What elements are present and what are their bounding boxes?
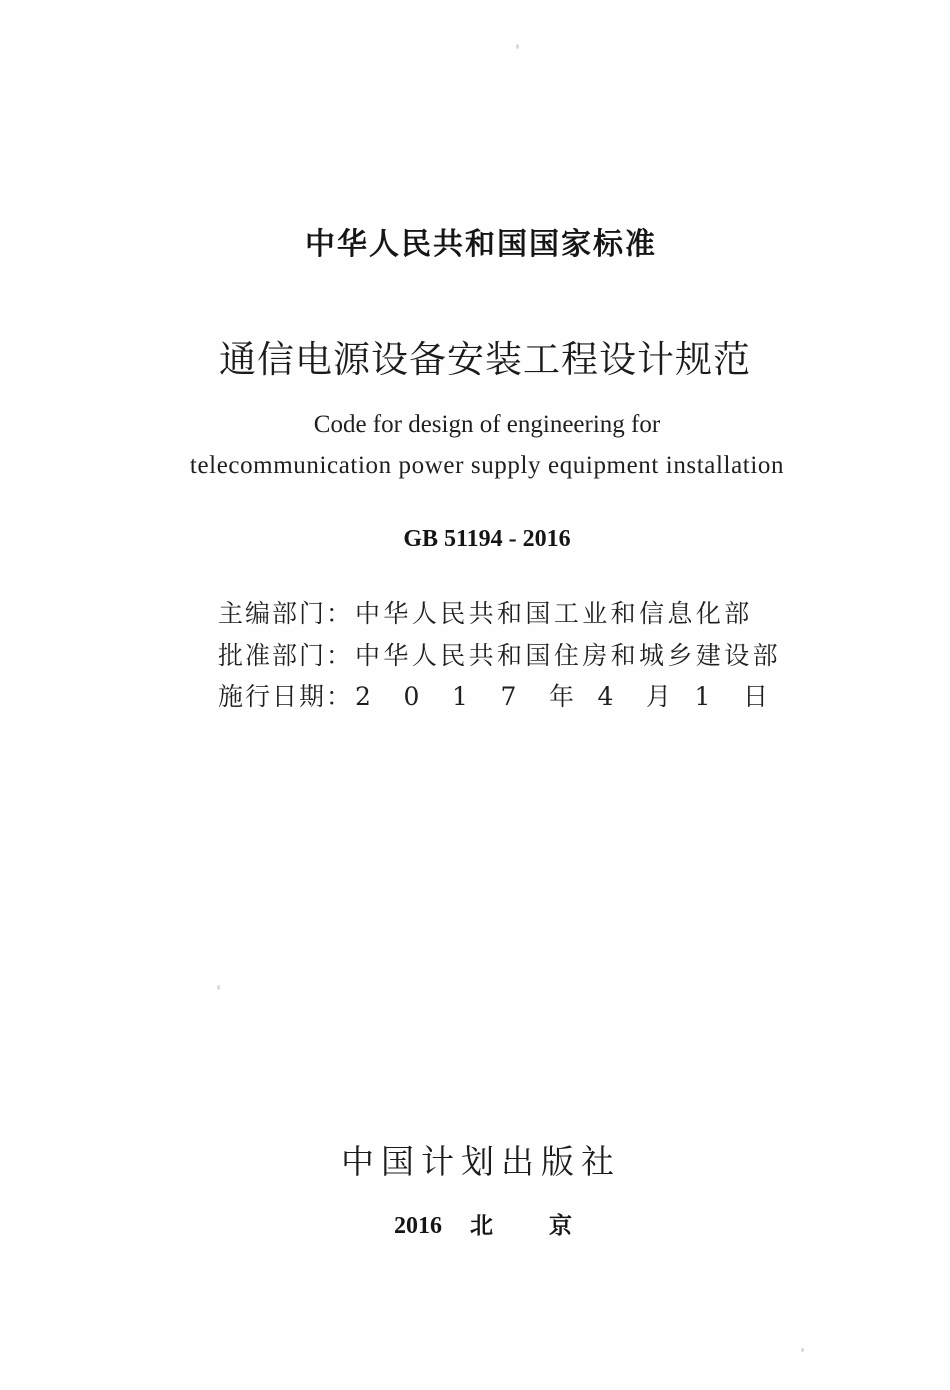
- info-colon: ：: [326, 682, 352, 711]
- date-part: 7: [500, 682, 517, 711]
- scan-speck: [801, 1348, 804, 1352]
- document-title-chinese: 通信电源设备安装工程设计规范: [219, 338, 751, 381]
- imprint-year: 2016: [394, 1213, 442, 1239]
- date-part: 日: [743, 682, 769, 711]
- date-part: 月: [646, 682, 672, 711]
- effective-date-value: [355, 677, 768, 713]
- date-part: 4: [597, 682, 614, 711]
- date-part: 2: [355, 682, 371, 711]
- info-row-approving-department: [218, 636, 781, 672]
- info-colon: ：: [326, 641, 352, 670]
- imprint-city-part-1: 北: [470, 1213, 493, 1239]
- standard-code: GB 51194 - 2016: [403, 526, 571, 552]
- info-label: 主编部门: [218, 599, 327, 628]
- imprint-city-part-2: 京: [549, 1213, 572, 1239]
- scan-speck: [217, 985, 220, 990]
- info-label: 施行日期: [218, 682, 327, 711]
- info-value: 中华人民共和国住房和城乡建设部: [355, 641, 782, 670]
- info-label: 批准部门: [218, 641, 327, 670]
- document-title-english-line-2: telecommunication power supply equipment installation: [189, 452, 785, 479]
- info-colon: ：: [326, 599, 352, 628]
- date-part: 0: [403, 682, 420, 711]
- info-value: 中华人民共和国工业和信息化部: [355, 599, 753, 628]
- publisher-name: 中国计划出版社: [341, 1142, 621, 1181]
- scan-speck: [516, 44, 519, 49]
- standard-series-title: 中华人民共和国国家标准: [305, 227, 657, 262]
- info-row-chief-editor: [218, 594, 753, 630]
- date-part: 1: [452, 682, 468, 711]
- info-row-effective-date: [218, 677, 768, 713]
- date-part: 年: [549, 682, 575, 711]
- imprint: [394, 1207, 572, 1240]
- document-title-english-line-1: Code for design of engineering for: [313, 411, 661, 438]
- date-part: 1: [694, 682, 711, 711]
